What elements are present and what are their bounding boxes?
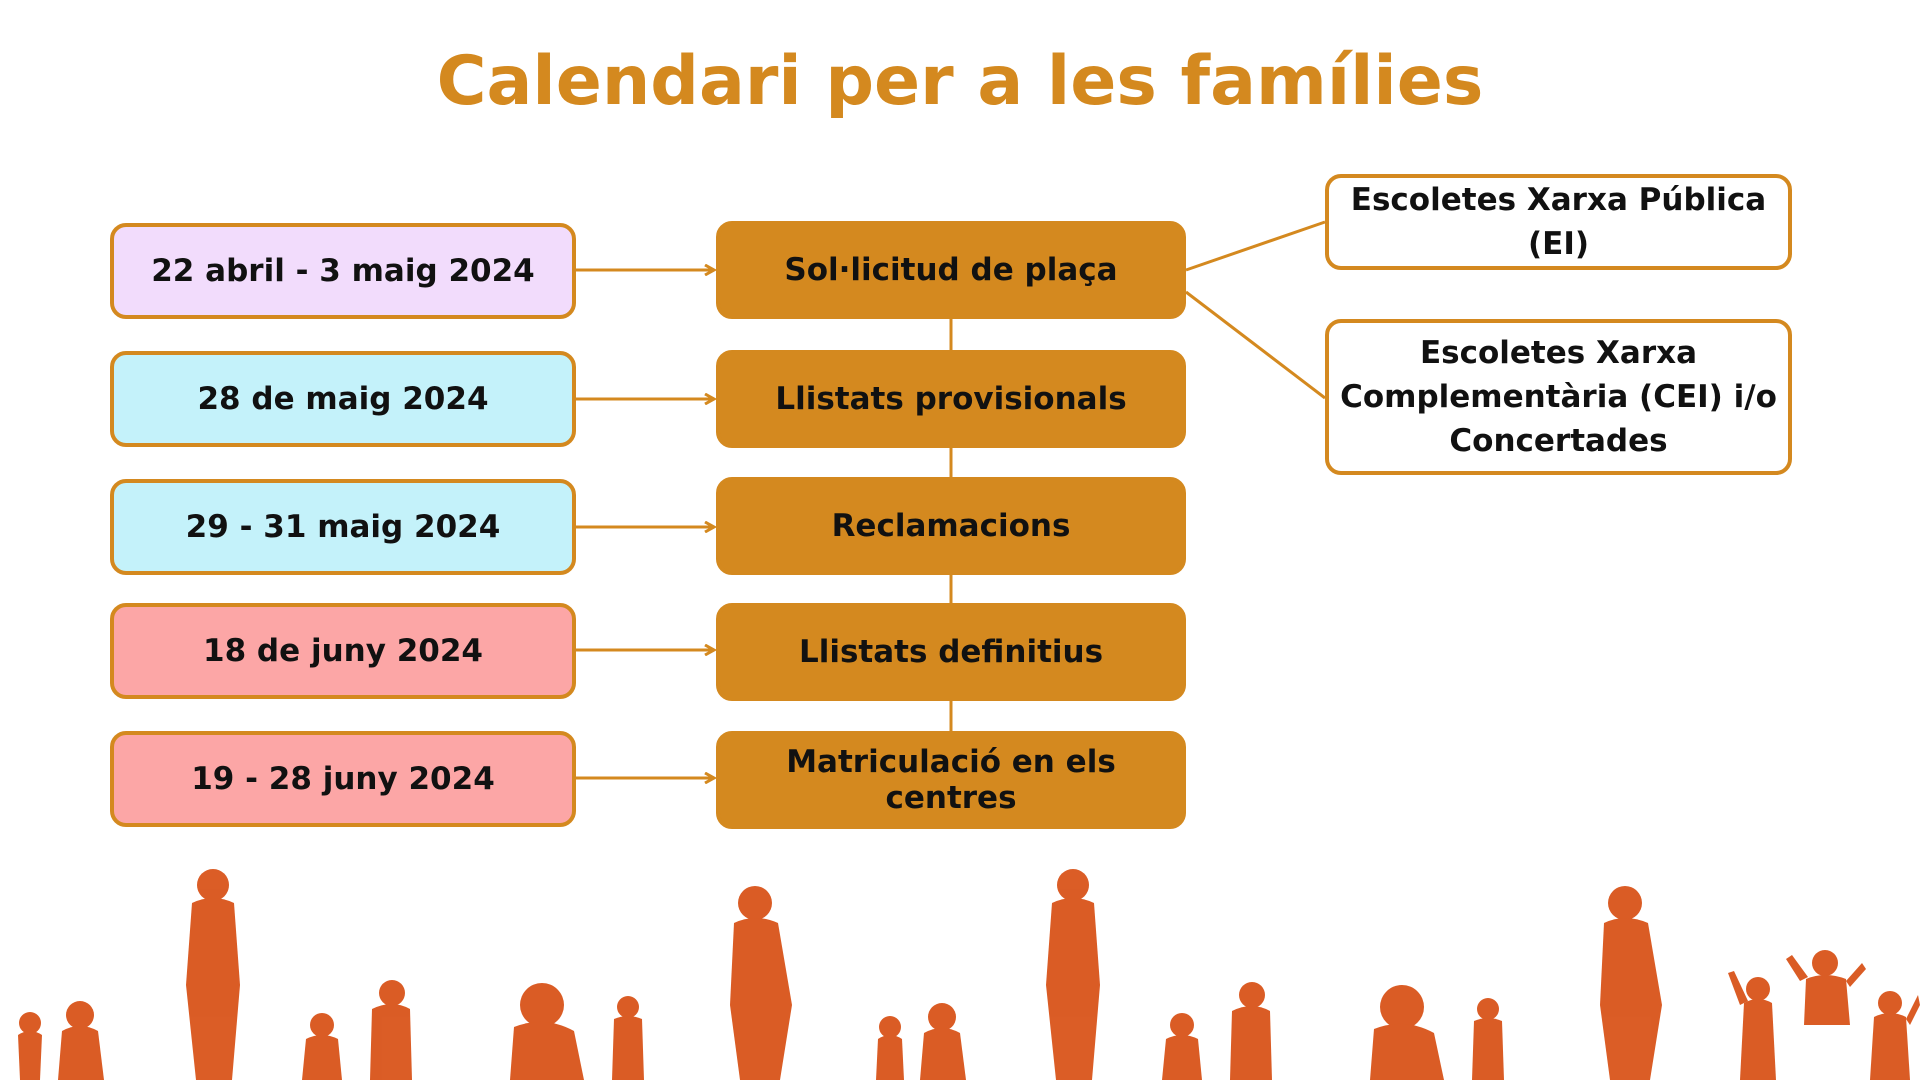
branch-public xyxy=(1186,222,1325,270)
date-box-3 xyxy=(110,479,576,575)
date-label: 29 - 31 maig 2024 xyxy=(185,509,501,545)
child-silhouette xyxy=(1870,991,1920,1080)
child-silhouette xyxy=(876,1016,904,1080)
school-label: Escoletes Xarxa Complementària (CEI) i/o Concertades xyxy=(1340,335,1777,459)
adult-silhouette xyxy=(510,983,584,1080)
date-box-2 xyxy=(110,351,576,447)
school-box-complementary xyxy=(1325,319,1792,475)
step-label: Llistats provisionals xyxy=(775,381,1127,417)
step-box-1 xyxy=(716,221,1186,319)
page-title: Calendari per a les famílies xyxy=(436,42,1484,121)
step-label: Sol·licitud de plaça xyxy=(784,252,1118,288)
family-silhouettes-illustration xyxy=(0,855,1920,1080)
child-silhouette xyxy=(1786,950,1866,1025)
date-box-4 xyxy=(110,603,576,699)
date-box-1 xyxy=(110,223,576,319)
child-silhouette xyxy=(920,1003,966,1080)
child-silhouette xyxy=(302,1013,342,1080)
child-silhouette xyxy=(370,980,412,1080)
step-box-4 xyxy=(716,603,1186,701)
child-silhouette xyxy=(18,1012,42,1080)
child-silhouette xyxy=(58,1001,104,1080)
adult-silhouette xyxy=(730,886,792,1080)
step-label: Llistats definitius xyxy=(798,634,1104,670)
adult-silhouette xyxy=(1370,985,1444,1080)
child-silhouette xyxy=(1162,1013,1202,1080)
child-silhouette xyxy=(1472,998,1504,1080)
date-label: 22 abril - 3 maig 2024 xyxy=(151,253,535,289)
adult-silhouette xyxy=(186,869,240,1080)
adult-silhouette xyxy=(1046,869,1100,1080)
adult-silhouette xyxy=(1600,886,1662,1080)
date-label: 18 de juny 2024 xyxy=(203,633,483,669)
branch-complementary xyxy=(1186,292,1325,398)
school-box-public xyxy=(1325,174,1792,270)
step-box-3 xyxy=(716,477,1186,575)
school-label: Escoletes Xarxa Pública (EI) xyxy=(1350,182,1767,262)
date-label: 19 - 28 juny 2024 xyxy=(191,761,495,797)
date-label: 28 de maig 2024 xyxy=(197,381,489,417)
child-silhouette xyxy=(1728,971,1776,1080)
date-box-5 xyxy=(110,731,576,827)
step-box-5 xyxy=(716,731,1186,829)
step-label: Matriculació en els centres xyxy=(786,744,1116,816)
step-label: Reclamacions xyxy=(831,508,1071,544)
child-silhouette xyxy=(1230,982,1272,1080)
child-silhouette xyxy=(612,996,644,1080)
step-box-2 xyxy=(716,350,1186,448)
